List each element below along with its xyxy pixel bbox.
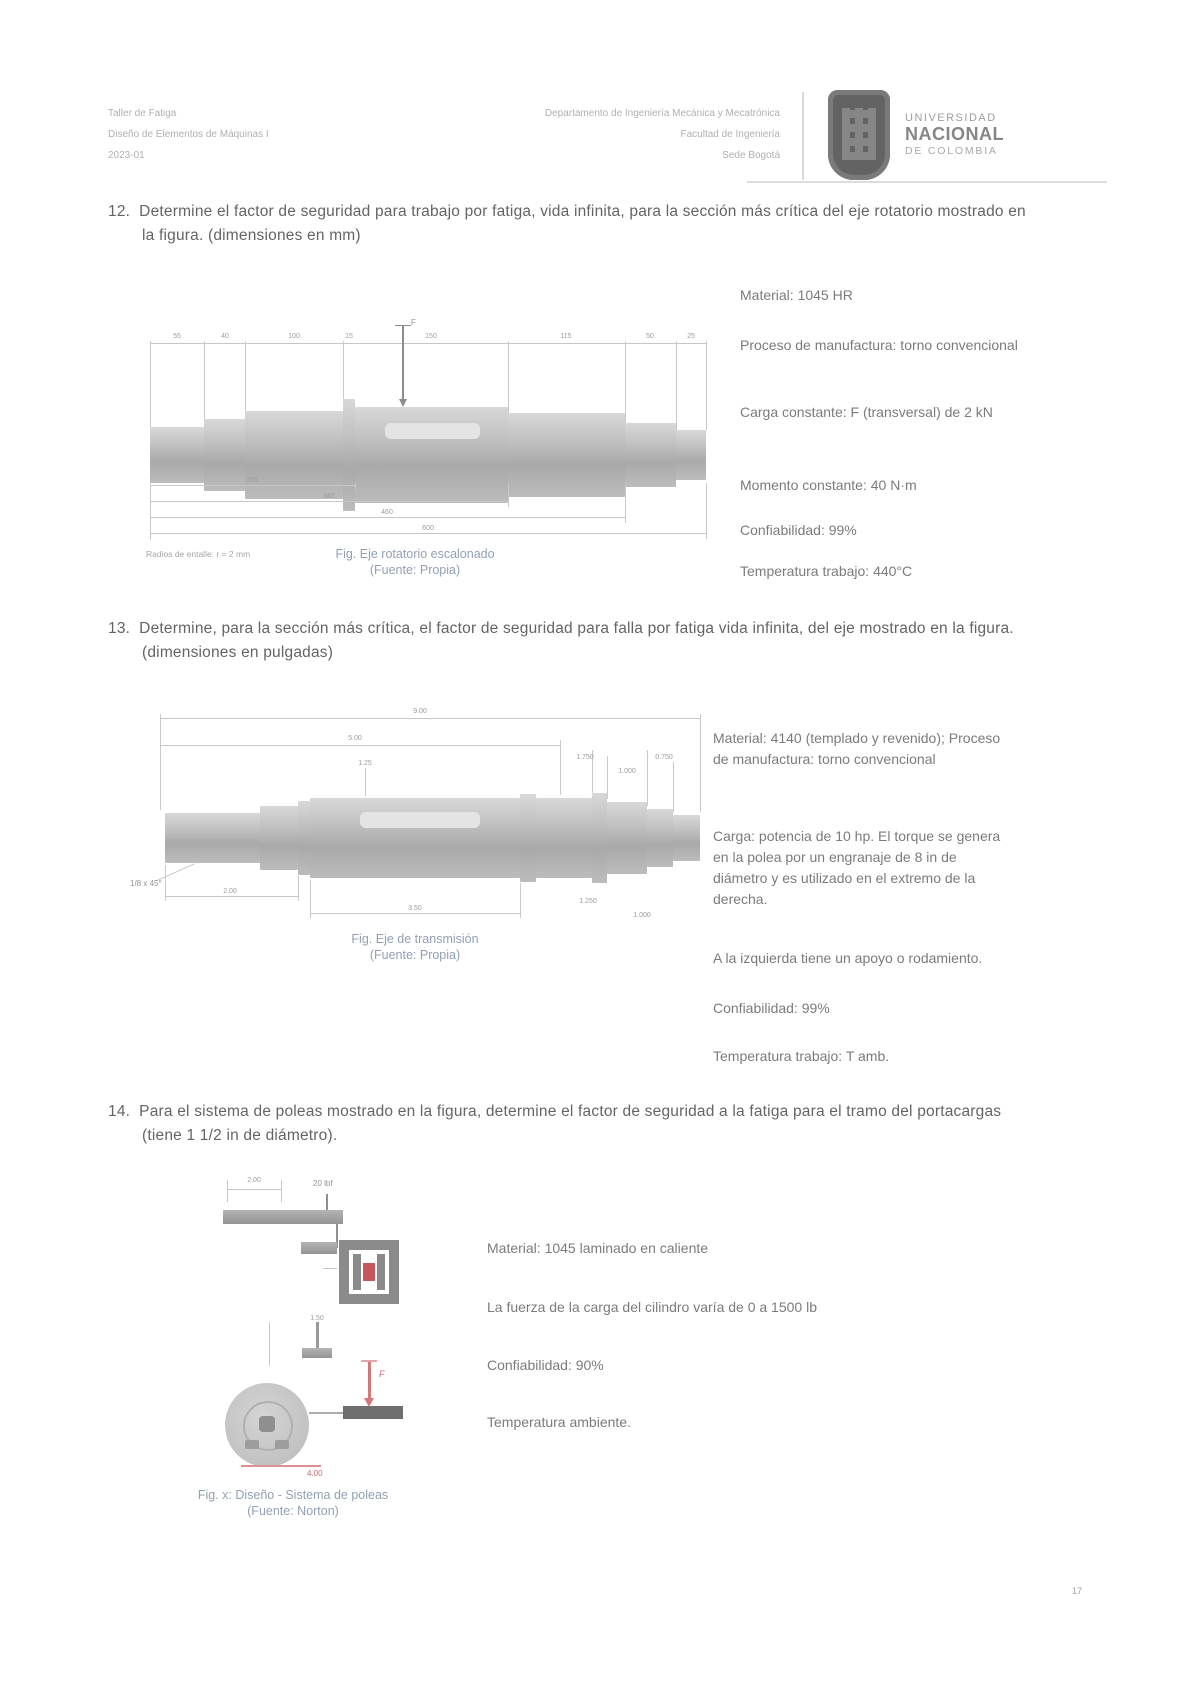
extension-line (160, 714, 161, 810)
dim-line (310, 913, 520, 914)
section-view (339, 1240, 399, 1304)
dim-label: 5.00 (348, 735, 362, 742)
header-rule (747, 181, 1107, 183)
figure-1-caption-line: Fig. Eje rotatorio escalonado (335, 547, 495, 561)
figure-2-shaft-drawing (130, 700, 700, 940)
shaft-segment (260, 806, 298, 870)
dim-line (150, 343, 706, 344)
dim-label: 1.25 (358, 760, 372, 767)
dim-label: 100 (288, 333, 300, 340)
figure-3-pulley-drawing (185, 1172, 485, 1487)
university-line-3: DE COLOMBIA (905, 145, 998, 157)
pulley-hole (275, 1440, 289, 1449)
step-piece (301, 1242, 337, 1254)
problem-14-statement (108, 1100, 1042, 1148)
extension-line (245, 341, 246, 411)
page-number: 17 (1072, 1586, 1083, 1596)
shaft-segment (355, 407, 508, 503)
figure-1-shaft-drawing (130, 295, 710, 575)
spec-temperature-14: Temperatura ambiente. (487, 1414, 631, 1430)
shaft-segment (647, 809, 673, 867)
shaft-segment (150, 427, 204, 483)
leader-line (323, 1268, 337, 1269)
ground-support (343, 1406, 403, 1419)
dim-label: 9.00 (413, 708, 427, 715)
dim-label: 1.250 (579, 898, 597, 905)
dim-label: 1.50 (310, 1315, 324, 1322)
dim-label: 1.000 (633, 912, 651, 919)
university-logo (828, 90, 890, 180)
shaft-segment (625, 423, 676, 487)
extension-line (150, 341, 151, 427)
problem-14-text: Para el sistema de poleas mostrado en la figura, determine el factor de seguridad a la fatiga para el tramo del portacargas (tiene 1 1/2 in de diámetro). (139, 1103, 1002, 1144)
pulley-hub (259, 1416, 275, 1432)
dim-line (150, 501, 508, 502)
course-line-2: Diseño de Elementos de Máquinas I (108, 129, 269, 140)
dim-label: 1.750 (576, 754, 594, 761)
extension-line (365, 768, 366, 796)
extension-line (706, 341, 707, 430)
extension-line (355, 483, 356, 491)
figure-2-source-line: (Fuente: Propia) (369, 948, 461, 962)
extension-line (508, 483, 509, 507)
dim-label: 600 (422, 525, 434, 532)
spec-temperature-12: Temperatura trabajo: 440°C (740, 563, 913, 579)
header-department-block (470, 103, 780, 166)
spec-load-13: Carga: potencia de 10 hp. El torque se genera en la polea por un engranaje de 8 in de diámetro y es utilizado en el extremo de la derecha. (713, 828, 1001, 907)
shaft-segment (508, 413, 625, 497)
section-web-left (353, 1254, 361, 1290)
figure-2-caption-line: Fig. Eje de transmisión (351, 932, 479, 946)
header-divider (802, 92, 804, 180)
force-arrow-head (399, 399, 407, 407)
spec-material-13: Material: 4140 (templado y revenido); Proceso de manufactura: torno convencional (713, 730, 1001, 767)
spec-material-12: Material: 1045 HR (740, 287, 853, 303)
course-line-3: 2023-01 (108, 150, 145, 161)
section-web-right (377, 1254, 385, 1290)
fillet-note: Radios de entalle: r = 2 mm (146, 549, 251, 559)
spec-process-12: Proceso de manufactura: torno convencional (740, 337, 1018, 353)
extension-line (298, 876, 299, 901)
extension-line (520, 883, 521, 918)
figure-1-source-line: (Fuente: Propia) (369, 563, 461, 577)
spec-reliability-14: Confiabilidad: 90% (487, 1357, 604, 1373)
dim-line (150, 517, 625, 518)
problem-13-text: Determine, para la sección más crítica, el factor de seguridad para falla por fatiga vida infinita, del eje mostrado en la figura. (dimensiones en pulgadas) (139, 620, 1014, 661)
dim-label: 115 (560, 333, 572, 340)
figure-2-caption (285, 931, 545, 963)
bracket-base (302, 1348, 332, 1358)
problem-12-number: 12. (108, 203, 131, 220)
extension-line (227, 1180, 228, 1202)
dim-label: 0.750 (655, 754, 673, 761)
dim-label: 2.00 (247, 1177, 261, 1184)
dim-label: 40 (221, 333, 229, 340)
extension-line (673, 762, 674, 812)
dim-label: 345 (323, 493, 335, 500)
section-core-red (363, 1263, 375, 1281)
red-force-label: F (379, 1369, 385, 1379)
load-label: 20 lbf (313, 1179, 333, 1188)
shaft-shoulder (520, 794, 536, 882)
figure-3-source-line: (Fuente: Norton) (247, 1504, 339, 1518)
keyway (360, 812, 480, 828)
dim-label: 15 (345, 333, 353, 340)
spec-temperature-13: Temperatura trabajo: T amb. (713, 1048, 890, 1064)
spec-support-13: A la izquierda tiene un apoyo o rodamiento. (713, 950, 983, 966)
force-label: F (411, 318, 416, 327)
department-line-3: Sede Bogotá (722, 150, 780, 161)
shaft-segment (165, 813, 260, 863)
dim-label: 3.50 (408, 905, 422, 912)
shaft-segment (310, 798, 520, 878)
extension-line (706, 483, 707, 539)
shaft-shoulder (592, 793, 607, 883)
spec-load-12: Carga constante: F (transversal) de 2 kN (740, 404, 993, 420)
extension-line (607, 756, 608, 799)
problem-13-statement (108, 617, 1042, 665)
extension-line (204, 341, 205, 419)
dim-label: 1.000 (618, 768, 636, 775)
load-arrow (326, 1194, 328, 1210)
figure-3-caption-line: Fig. x: Diseño - Sistema de poleas (197, 1488, 389, 1502)
university-line-2: NACIONAL (905, 124, 1004, 144)
bracket-post (316, 1322, 319, 1348)
dim-line (227, 1189, 281, 1190)
university-name-block (905, 112, 1105, 157)
figure-3-caption (183, 1487, 403, 1519)
red-dim-label: 4.00 (307, 1469, 323, 1478)
extension-line (508, 341, 509, 413)
shaft-segment (204, 419, 245, 491)
support-arm (223, 1210, 343, 1224)
problem-13-number: 13. (108, 620, 131, 637)
force-arrow-shaft (402, 325, 404, 399)
figure-1-caption (290, 546, 540, 578)
extension-line (700, 714, 701, 812)
course-line-1: Taller de Fatiga (108, 108, 177, 119)
spec-reliability-13: Confiabilidad: 99% (713, 1000, 830, 1016)
shaft-segment (673, 815, 700, 861)
shaft-shoulder (343, 399, 355, 511)
shaft-shoulder (298, 801, 310, 875)
spec-moment-12: Momento constante: 40 N·m (740, 477, 917, 493)
spec-reliability-12: Confiabilidad: 99% (740, 522, 857, 538)
dim-line (150, 485, 355, 486)
pulley-hole (245, 1440, 259, 1449)
header-course-block (108, 103, 269, 166)
dim-label: 50 (646, 333, 654, 340)
keyway (385, 423, 480, 439)
dim-label: 25 (687, 333, 695, 340)
problem-14-number: 14. (108, 1103, 131, 1120)
chamfer-note: 1/8 x 45° (130, 879, 162, 888)
dim-label: 195 (246, 477, 258, 484)
department-line-2: Facultad de Ingeniería (680, 129, 780, 140)
connector-line (269, 1322, 270, 1366)
red-dim-line (241, 1465, 321, 1467)
dim-label: 55 (173, 333, 181, 340)
university-line-1: UNIVERSIDAD (905, 112, 997, 124)
shaft-segment (676, 430, 706, 480)
dim-line (160, 718, 700, 719)
spec-load-14: La fuerza de la carga del cilindro varía de 0 a 1500 lb (487, 1299, 817, 1315)
department-line-1: Departamento de Ingeniería Mecánica y Mecatrónica (544, 108, 780, 119)
extension-line (281, 1180, 282, 1202)
red-force-arrowhead (364, 1398, 374, 1407)
shaft-segment (536, 798, 592, 878)
shield-pattern (842, 108, 876, 160)
dim-label: 2.00 (223, 888, 237, 895)
extension-line (560, 740, 561, 795)
dim-line (150, 533, 706, 534)
extension-line (343, 341, 344, 399)
problem-12-statement (108, 200, 1042, 248)
extension-line (625, 483, 626, 523)
extension-line (625, 341, 626, 423)
university-shield-icon (828, 90, 890, 180)
dim-line (165, 896, 298, 897)
shaft-segment (607, 802, 647, 874)
dim-label: 460 (381, 509, 393, 516)
problem-12-text: Determine el factor de seguridad para trabajo por fatiga, vida infinita, para la sección más crítica del eje rotatorio mostrado en la figura. (dimensiones en mm) (139, 203, 1026, 244)
dim-line (160, 745, 560, 746)
red-force-arrow (368, 1362, 371, 1400)
extension-line (647, 750, 648, 806)
extension-line (150, 483, 151, 540)
spec-material-14: Material: 1045 laminado en caliente (487, 1240, 709, 1256)
extension-line (676, 341, 677, 430)
dim-label: 150 (425, 333, 437, 340)
